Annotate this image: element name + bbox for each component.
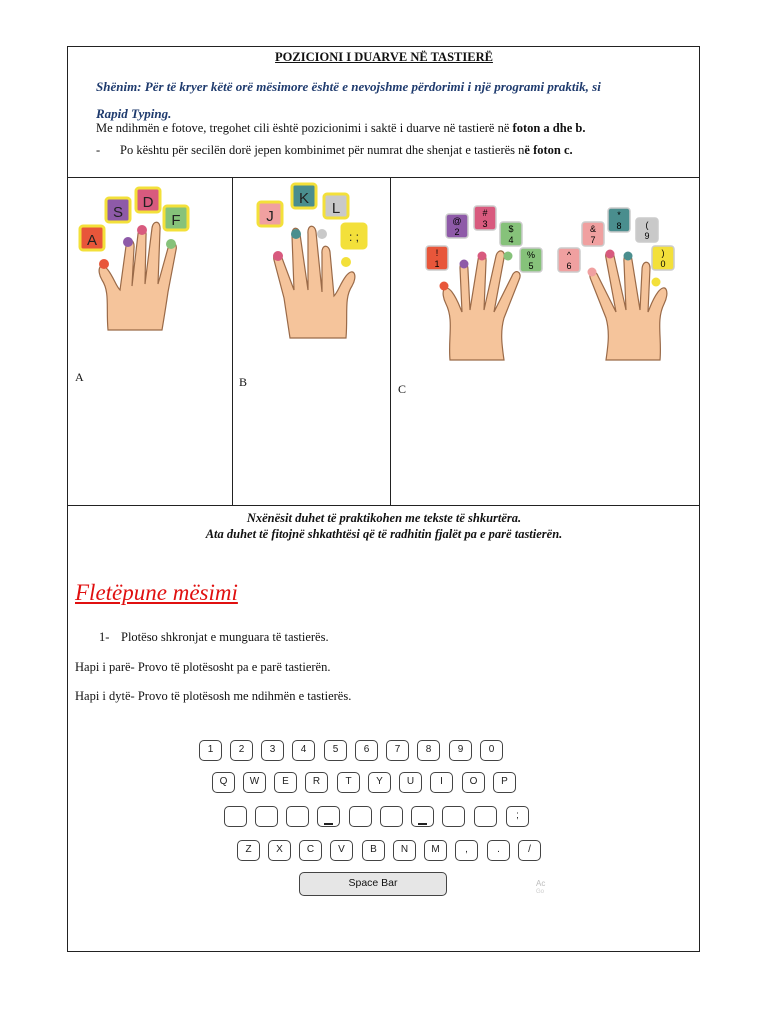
blank-key-l[interactable] xyxy=(474,806,497,827)
photo-divider-bc xyxy=(390,177,391,505)
key-1: 1 xyxy=(199,740,222,761)
practice-line-2: Ata duhet të fitojnë shkathtësi që të radhitin fjalët pa e parë tastierën. xyxy=(205,527,563,541)
key-c: C xyxy=(299,840,322,861)
photo-c-key-9 xyxy=(636,218,658,242)
svg-text:D: D xyxy=(142,194,154,211)
svg-text:J: J xyxy=(266,208,274,225)
left-index-nail xyxy=(504,252,513,261)
key-u: U xyxy=(399,772,422,793)
key-7: 7 xyxy=(386,740,409,761)
svg-text:5: 5 xyxy=(528,261,534,271)
svg-text:S: S xyxy=(112,204,124,221)
svg-text:F: F xyxy=(171,212,181,229)
photo-a-left-hand xyxy=(70,180,230,340)
key-3: 3 xyxy=(261,740,284,761)
svg-text:7: 7 xyxy=(590,235,596,245)
svg-text:&: & xyxy=(589,224,597,234)
task-text: Plotëso shkronjat e munguara të tastierës. xyxy=(121,630,329,644)
svg-text:#: # xyxy=(482,208,488,218)
blank-key-d[interactable] xyxy=(286,806,309,827)
practice-instructions xyxy=(68,510,700,542)
photo-a-key-f xyxy=(164,206,188,230)
key-x: X xyxy=(268,840,291,861)
right-index-nail xyxy=(588,268,597,277)
key-4: 4 xyxy=(292,740,315,761)
note-text xyxy=(96,73,696,127)
left-middle-nail xyxy=(478,252,487,261)
photo-c-key-1 xyxy=(426,246,448,270)
photo-c-both-hands xyxy=(420,200,685,380)
svg-text:!: ! xyxy=(435,248,439,258)
svg-text:6: 6 xyxy=(566,261,572,271)
paragraph-2-bold: ë foton c. xyxy=(524,143,573,157)
step-2: Hapi i dytë- Provo të plotësosh me ndihmën e tastierës. xyxy=(75,689,352,703)
key-9: 9 xyxy=(449,740,472,761)
key-0: 0 xyxy=(480,740,503,761)
ring-nail-s xyxy=(123,237,133,247)
key-v: V xyxy=(330,840,353,861)
photo-a-label: A xyxy=(75,370,84,384)
svg-text:A: A xyxy=(86,232,98,249)
svg-text:K: K xyxy=(298,190,310,207)
svg-text:L: L xyxy=(331,200,341,217)
watermark-line-2: Go xyxy=(536,889,545,895)
key-comma: , xyxy=(455,840,478,861)
pinky-nail-semicolon xyxy=(341,257,351,267)
task-number: 1- xyxy=(99,630,110,644)
svg-text:@: @ xyxy=(452,216,462,226)
photo-c-key-3 xyxy=(474,206,496,230)
key-period: . xyxy=(487,840,510,861)
list-dash: - xyxy=(96,143,101,157)
key-m: M xyxy=(424,840,447,861)
key-b: B xyxy=(362,840,385,861)
svg-text:): ) xyxy=(661,248,665,258)
key-e: E xyxy=(274,772,297,793)
key-semicolon: ; xyxy=(506,806,529,827)
key-t: T xyxy=(337,772,360,793)
paragraph-1-bold: foton a dhe b. xyxy=(512,121,586,135)
blank-key-h[interactable] xyxy=(380,806,403,827)
middle-nail-d xyxy=(137,225,147,235)
key-o: O xyxy=(462,772,485,793)
key-space-bar: Space Bar xyxy=(299,872,447,896)
photo-c-key-0 xyxy=(652,246,674,270)
middle-nail-k xyxy=(291,229,301,239)
photo-c-key-7 xyxy=(582,222,604,246)
svg-text:4: 4 xyxy=(508,235,514,245)
photo-b-right-hand xyxy=(236,178,386,348)
ring-nail-l xyxy=(317,229,327,239)
photo-c-key-5 xyxy=(520,248,542,272)
key-w: W xyxy=(243,772,266,793)
paragraph-photos-ab xyxy=(96,121,585,136)
svg-text:(: ( xyxy=(645,220,649,230)
right-middle-nail xyxy=(606,250,615,259)
photo-c-label: C xyxy=(398,382,407,396)
key-6: 6 xyxy=(355,740,378,761)
photo-b-key-j xyxy=(258,202,282,226)
index-nail-f xyxy=(166,239,176,249)
worksheet-title: Fletëpune mësimi xyxy=(75,580,238,605)
paragraph-photo-c xyxy=(96,143,573,158)
right-pinky-nail xyxy=(652,278,661,287)
svg-text:^: ^ xyxy=(566,250,572,260)
key-5: 5 xyxy=(324,740,347,761)
photo-c-key-8 xyxy=(608,208,630,232)
key-z: Z xyxy=(237,840,260,861)
watermark-line-1: Ac xyxy=(536,879,546,888)
svg-text:9: 9 xyxy=(644,231,650,241)
blank-key-s[interactable] xyxy=(255,806,278,827)
photo-a-key-s xyxy=(106,198,130,222)
page-title: POZICIONI I DUARVE NË TASTIERË xyxy=(275,50,493,64)
photo-divider-ab xyxy=(232,177,233,505)
photo-b-key-semicolon xyxy=(342,224,366,248)
key-q: Q xyxy=(212,772,235,793)
right-ring-nail xyxy=(624,252,633,261)
paragraph-1-text: Me ndihmën e fotove, tregohet cili është pozicionimi i saktë i duarve në tastierë në xyxy=(96,121,513,135)
index-nail-j xyxy=(273,251,283,261)
key-r: R xyxy=(305,772,328,793)
svg-text:1: 1 xyxy=(434,259,440,269)
step-1: Hapi i parë- Provo të plotësosht pa e parë tastierën. xyxy=(75,660,331,674)
svg-text:2: 2 xyxy=(454,227,460,237)
svg-text:$: $ xyxy=(508,224,514,234)
photo-c-key-6 xyxy=(558,248,580,272)
blank-key-k[interactable] xyxy=(442,806,465,827)
note-line-2: Rapid Typing. xyxy=(96,106,172,121)
practice-line-1: Nxënësit duhet të praktikohen me tekste të shkurtëra. xyxy=(246,511,522,525)
key-n: N xyxy=(393,840,416,861)
left-pinky-nail xyxy=(440,282,449,291)
key-p: P xyxy=(493,772,516,793)
key-8: 8 xyxy=(417,740,440,761)
photo-b-key-l xyxy=(324,194,348,218)
photo-c-key-4 xyxy=(500,222,522,246)
paragraph-2-text: Po kështu për secilën dorë jepen kombinimet për numrat dhe shenjat e tastierës n xyxy=(120,143,525,157)
svg-text:3: 3 xyxy=(482,219,488,229)
photo-a-key-d xyxy=(136,188,160,212)
photo-a-key-a xyxy=(80,226,104,250)
left-ring-nail xyxy=(460,260,469,269)
svg-text:%: % xyxy=(526,250,536,260)
key-y: Y xyxy=(368,772,391,793)
note-line-1: Shënim: Për të kryer këtë orë mësimore është e nevojshme përdorimi i një programi praktik, si xyxy=(96,79,601,94)
photos-divider xyxy=(67,505,700,506)
svg-text:0: 0 xyxy=(660,259,666,269)
svg-text:: ;: : ; xyxy=(348,230,360,244)
blank-key-g[interactable] xyxy=(349,806,372,827)
task-1 xyxy=(99,630,329,645)
key-i: I xyxy=(430,772,453,793)
blank-key-a[interactable] xyxy=(224,806,247,827)
photo-b-label: B xyxy=(239,375,248,389)
key-slash: / xyxy=(518,840,541,861)
home-mark-j xyxy=(418,823,427,825)
svg-text:8: 8 xyxy=(616,221,622,231)
svg-text:*: * xyxy=(617,210,621,220)
photo-c-key-2 xyxy=(446,214,468,238)
home-mark-f xyxy=(324,823,333,825)
key-2: 2 xyxy=(230,740,253,761)
photo-b-key-k xyxy=(292,184,316,208)
pinky-nail-a xyxy=(99,259,109,269)
